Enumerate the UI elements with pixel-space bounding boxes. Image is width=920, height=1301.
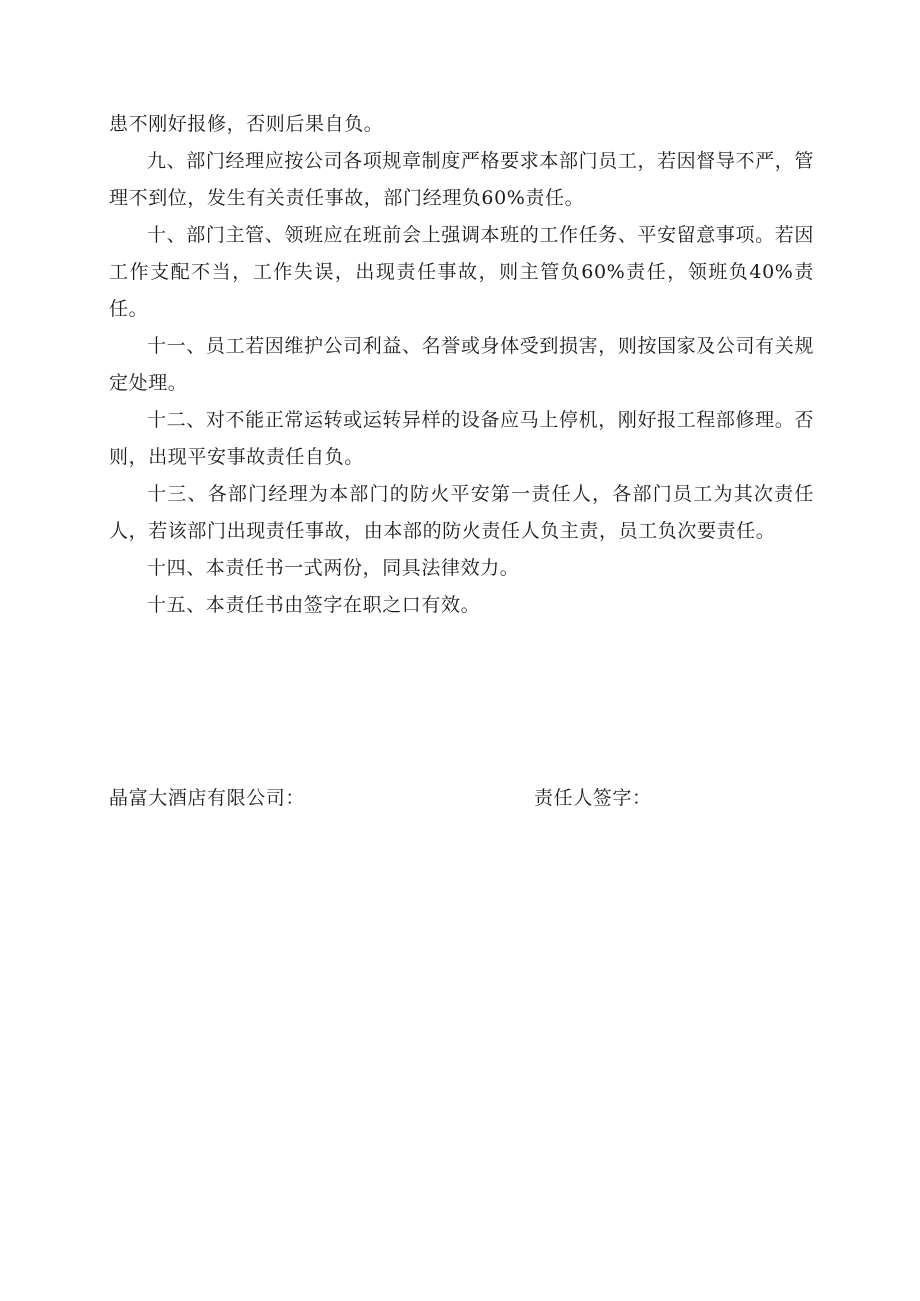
company-signature-label: 晶富大酒店有限公司： <box>109 787 306 809</box>
paragraph-continuation: 患不刚好报修，否则后果自负。 <box>109 113 384 135</box>
clause-9: 九、部门经理应按公司各项规章制度严格要求本部门员工，若因督导不严，管理不到位，发生有关责任事故，部门经理负60%责任。 <box>109 150 814 209</box>
clause-12: 十二、对不能正常运转或运转异样的设备应马上停机，刚好报工程部修理。否则，出现平安事故责任自负。 <box>109 409 814 468</box>
clause-13: 十三、各部门经理为本部门的防火平安第一责任人，各部门员工为其次责任人，若该部门出现责任事故，由本部的防火责任人负主责，员工负次要责任。 <box>109 483 814 542</box>
person-signature-label: 责任人签字： <box>534 787 652 809</box>
clause-15: 十五、本责任书由签字在职之口有效。 <box>147 594 481 616</box>
clause-10: 十、部门主管、领班应在班前会上强调本班的工作任务、平安留意事项。若因工作支配不当，工作失误，出现责任事故，则主管负60%责任，领班负40%责任。 <box>109 224 814 320</box>
clause-11: 十一、员工若因维护公司利益、名誉或身体受到损害，则按国家及公司有关规定处理。 <box>109 335 814 394</box>
document-body <box>109 106 814 624</box>
signature-row <box>109 780 814 817</box>
clause-14: 十四、本责任书一式两份，同具法律效力。 <box>147 557 520 579</box>
